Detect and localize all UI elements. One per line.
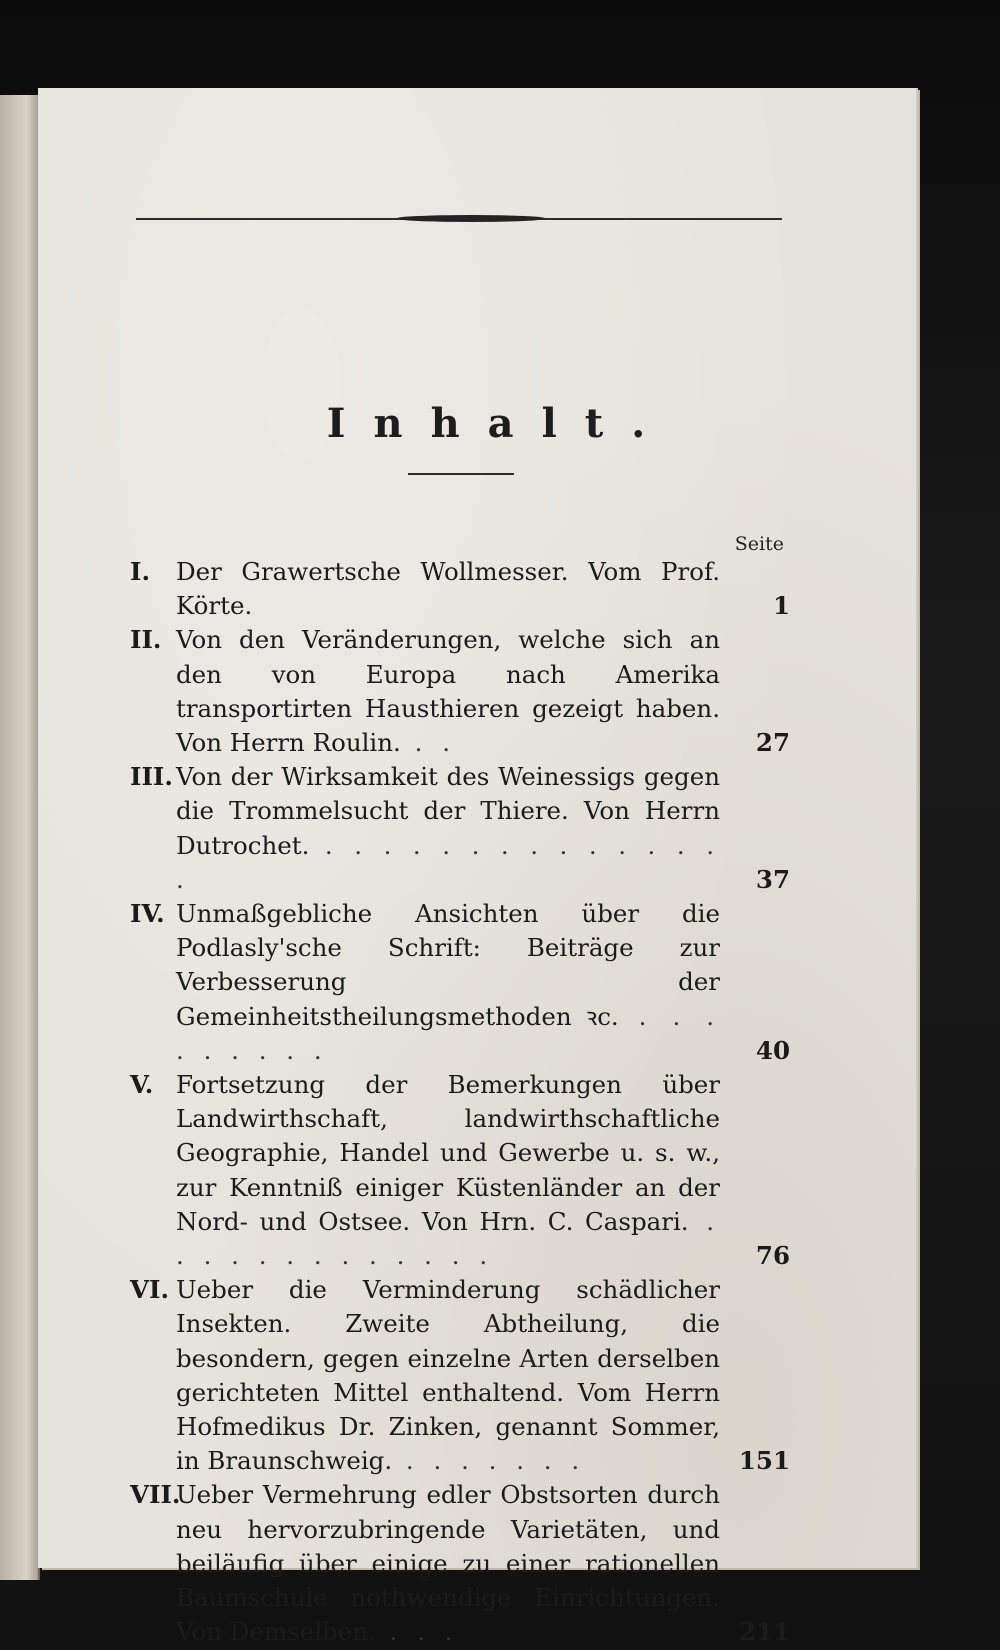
leader-dots: . . . — [375, 1617, 459, 1647]
entry-text: Ueber die Verminderung schädlicher Insekten. Zweite Abtheilung, die besondern, gegen einzelne Arten derselben gerichteten Mittel enthaltend. Vom Herrn Hofmedikus Dr. Zinken, genannt Sommer, in Braunschweig. . . . . . . . — [176, 1275, 720, 1476]
ornamental-rule — [136, 218, 782, 220]
page-column-label: Seite — [734, 533, 784, 555]
entry-text: Von den Veränderungen, welche sich an den von Europa nach Amerika transportirten Hausthieren gezeigt haben. Von Herrn Roulin. . . — [176, 625, 720, 758]
entry-page: 37 — [755, 864, 790, 894]
entry-page: 1 — [772, 591, 790, 621]
entry-text: Von der Wirksamkeit des Weinessigs gegen die Trommelsucht der Thiere. Von Herrn Dutrochet. . . . . . . . . . . . . . . . — [176, 762, 720, 894]
page-title: Inhalt. — [326, 400, 674, 447]
toc-entry — [130, 555, 790, 623]
entry-page: 40 — [755, 1035, 790, 1065]
entry-number: IV. — [130, 899, 165, 929]
toc-entry — [130, 897, 790, 1068]
entry-number: VI. — [130, 1275, 169, 1305]
entry-page: 211 — [738, 1617, 790, 1647]
entry-number: VII. — [130, 1480, 181, 1510]
leader-dots: . . . . . . . . . . . . . . . — [176, 830, 720, 894]
title-underline — [408, 473, 514, 475]
entry-text: Ueber Vermehrung edler Obstsorten durch neu hervorzubringende Varietäten, und beiläufig über einige zu einer rationellen Baumschule nothwendige Einrichtungen. Von Demselben. . . . — [176, 1480, 720, 1647]
entry-number: I. — [130, 557, 150, 586]
facing-page-edge — [0, 95, 40, 1580]
entry-page: 151 — [738, 1446, 790, 1476]
toc-entry — [130, 1273, 790, 1478]
table-of-contents — [130, 555, 790, 1650]
toc-entry — [130, 760, 790, 897]
entry-text: Fortsetzung der Bemerkungen über Landwirthschaft, landwirthschaftliche Geographie, Handel und Gewerbe u. s. w., zur Kenntniß einiger Küstenländer an der Nord- und Ostsee. Von Hrn. C. Caspari. . . . . . . . . . . . . . — [176, 1070, 720, 1271]
entry-page: 76 — [755, 1241, 790, 1271]
leader-dots: . . . . . . . . . . . . . — [176, 1206, 720, 1271]
entry-number: III. — [130, 762, 173, 792]
entry-text: Unmaßgebliche Ansichten über die Podlasly'sche Schrift: Beiträge zur Verbesserung der Gemeinheitstheilungsmethoden ꝛc. . . . . . . . . . — [176, 899, 720, 1065]
entry-number: II. — [130, 625, 162, 655]
leader-dots: . . . . . . . — [392, 1446, 586, 1476]
entry-text: Der Grawertsche Wollmesser. Vom Prof. Körte. — [176, 557, 720, 621]
toc-entry — [130, 623, 790, 760]
leader-dots: . . — [400, 728, 456, 758]
leader-dots: . . . . . . . . . — [176, 1001, 720, 1065]
entry-page: 27 — [755, 728, 790, 758]
entry-number: V. — [130, 1070, 154, 1100]
toc-entry — [130, 1478, 790, 1649]
toc-entry — [130, 1068, 790, 1273]
